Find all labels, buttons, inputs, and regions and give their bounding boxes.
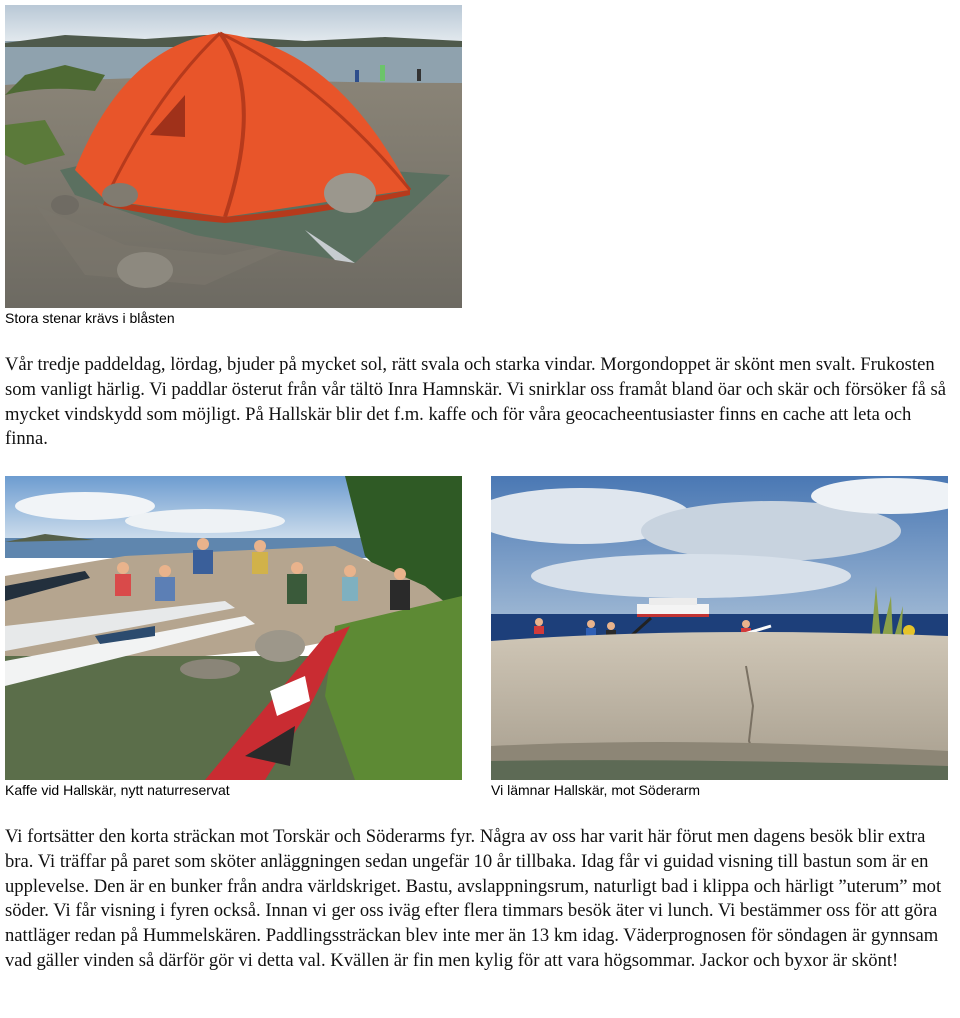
photo-leaving [491, 476, 948, 780]
caption-leaving: Vi lämnar Hallskär, mot Söderarm [491, 782, 701, 798]
paragraph-second: Vi fortsätter den korta sträckan mot Torskär och Söderarms fyr. Några av oss har varit här förut men dagens besök blir extra bra. Vi träffar på paret som sköter anläggningen sedan ungefär 10 år tillbaka. Idag får vi guidad visning till bastun som är en upplevelse. Den är en bunker från andra världskriget. Bastu, avslappningsrum, naturligt bad i klippa och härligt ”uterum” mot söder. Vi får visning i fyren också. Innan vi ger oss iväg efter flera timmars besök äter vi lunch. Vi bestämmer oss för att göra nattläger redan på Hummelskären. Paddlingssträckan blev inte mer än 13 km idag. Väderprognosen för söndagen är gynnsam vad gäller vinden så därför gör vi detta val. Kvällen är fin men kylig för att vara högsommar. Jackor och byxor är skönt! [5, 826, 942, 971]
caption-coffee: Kaffe vid Hallskär, nytt naturreservat [5, 782, 230, 798]
coffee-break-illustration [5, 476, 462, 780]
photo-tent [5, 5, 462, 308]
leaving-illustration [491, 476, 948, 780]
paragraph-first: Vår tredje paddeldag, lördag, bjuder på mycket sol, rätt svala och starka vindar. Morgondoppet är skönt men svalt. Frukosten som vanligt härlig. Vi paddlar österut från vår tältö Inra Hamnskär. Vi snirklar oss framåt bland öar och skär och försöker få så mycket vindskydd som möjligt. På Hallskär blir det f.m. kaffe och för våra geocacheentusiaster finns en cache att leta och finna. [5, 354, 946, 450]
caption-tent: Stora stenar krävs i blåsten [5, 310, 175, 326]
photo-coffee [5, 476, 462, 780]
tent-illustration [5, 5, 462, 308]
